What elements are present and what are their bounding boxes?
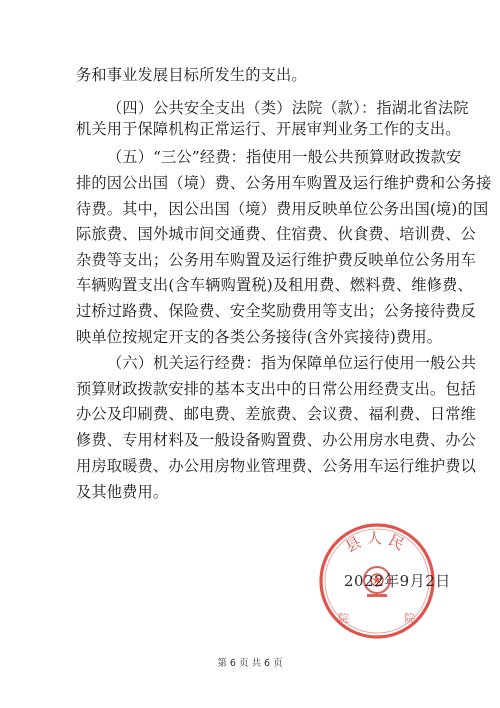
text-line: 用房取暖费、办公用房物业管理费、公务用车运行维护费以 — [76, 457, 477, 475]
seal-text-bottom: 院 — [338, 612, 349, 625]
text-line: 杂费等支出；公务用车购置及运行维护费反映单位公务用车 — [76, 251, 477, 269]
signature-date: 2022年9月2日 — [344, 572, 451, 590]
page-footer: 第 6 页 共 6 页 — [217, 658, 283, 669]
text-line: （五）“三公”经费：指使用一般公共预算财政拨款安 — [107, 148, 462, 166]
svg-text:院: 院 — [404, 612, 415, 625]
text-line: 预算财政拨款安排的基本支出中的日常公用经费支出。包括 — [76, 380, 477, 398]
text-line: 过桥过路费、保险费、安全奖励费用等支出；公务接待费反 — [76, 302, 477, 320]
text-line: 办公及印刷费、邮电费、差旅费、会议费、福利费、日常维 — [76, 405, 477, 423]
text-line: （六）机关运行经费：指为保障单位运行使用一般公共 — [107, 354, 477, 372]
svg-text:县人民 — [342, 529, 411, 556]
text-line: 及其他费用。 — [76, 483, 169, 501]
text-line: 车辆购置支出(含车辆购置税)及租用费、燃料费、维修费、 — [76, 276, 473, 294]
text-line: 排的因公出国（境）费、公务用车购置及运行维护费和公务接 — [76, 174, 492, 192]
text-line: 务和事业发展目标所发生的支出。 — [76, 66, 307, 84]
text-line: 机关用于保障机构正常运行、开展审判业务工作的支出。 — [76, 120, 461, 138]
text-line: 映单位按规定开支的各类公务接待(含外宾接待)费用。 — [76, 328, 443, 346]
text-line: 待费。其中，因公出国（境）费用反映单位公务出国(境)的国 — [76, 200, 489, 218]
text-line: （四）公共安全支出（类）法院（款）：指湖北省法院 — [107, 99, 469, 117]
text-line: 修费、专用材料及一般设备购置费、办公用房水电费、办公 — [76, 431, 477, 449]
seal-text-top: 县人民 — [342, 529, 412, 557]
text-line: 际旅费、国外城市间交通费、住宿费、伙食费、培训费、公 — [76, 225, 477, 243]
